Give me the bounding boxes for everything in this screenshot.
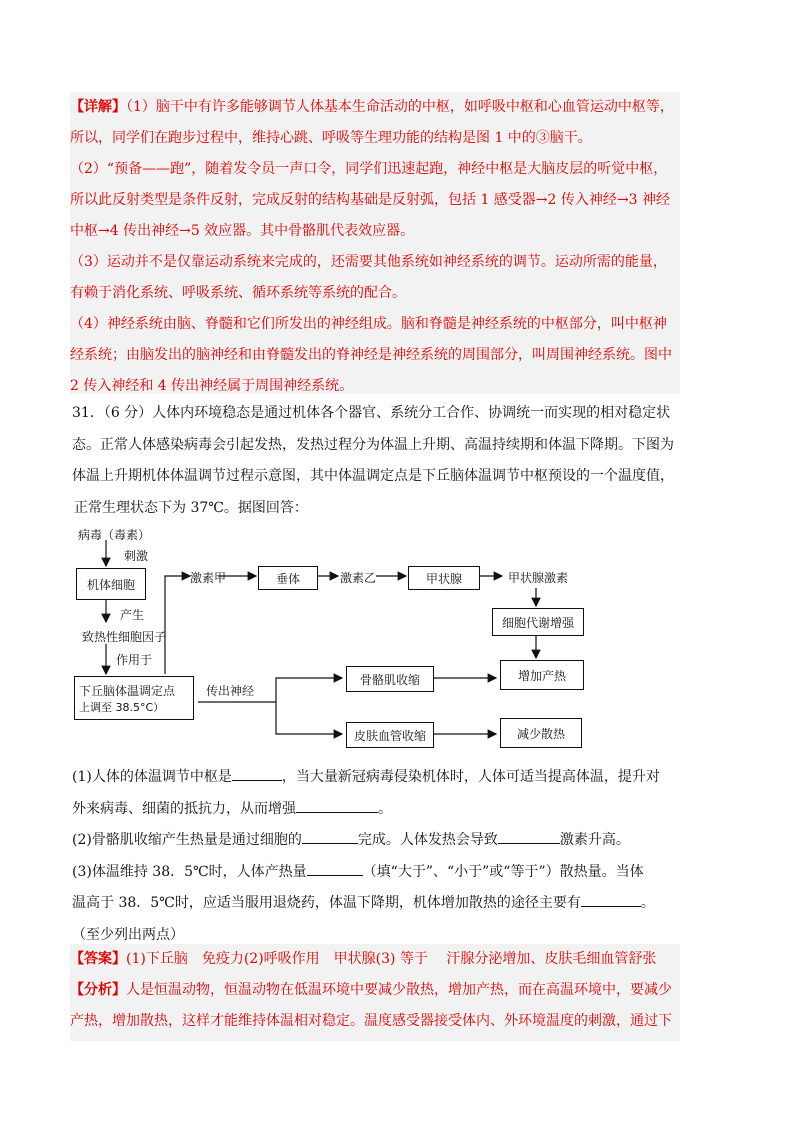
q1-line-2: 外来病毒、细菌的抵抗力，从而增强 。 <box>72 794 682 826</box>
detail-line-6: （3）运动并不是仅靠运动系统来完成的，还需要其他系统如神经系统的调节。运动所需的能量， <box>70 254 667 270</box>
analysis-line-2: 产热，增加散热，这样才能维持体温相对稳定。温度感受器接受体内、外环境温度的刺激，通过下 <box>70 1013 672 1029</box>
answer-blank <box>302 829 358 844</box>
virus-label: 病毒（毒素） <box>78 528 151 542</box>
question-line-2: 态。正常人体感染病毒会引起发热，发热过程分为体温上升期、高温持续期和体温下降期。下图为 <box>72 436 674 453</box>
question-line-4: 正常生理状态下为 37℃。据图回答： <box>74 499 308 516</box>
answer-line: 【答案】(1)下丘脑 免疫力(2)呼吸作用 甲状腺(3) 等于 汗腺分泌增加、皮肤毛细血管舒张 <box>70 951 657 967</box>
answer-section <box>70 944 680 975</box>
detail-line-8: （4）神经系统由脑、脊髓和它们所发出的神经组成。脑和脊髓是神经系统的中枢部分，叫中枢神 <box>70 316 667 332</box>
detail-tag: 【详解】 <box>70 99 126 115</box>
thermoregulation-diagram <box>70 526 690 754</box>
answer-tag: 【答案】 <box>70 951 126 967</box>
detail-line-10: 2 传入神经和 4 传出神经属于周围神经系统。 <box>70 378 354 394</box>
efferent-label: 传出神经 <box>206 684 255 698</box>
detail-line-1: 【详解】（1）脑干中有许多能够调节人体基本生命活动的中枢，如呼吸中枢和心血管运动中枢等， <box>70 99 674 115</box>
q3-line-3: （至少列出两点） <box>72 926 184 943</box>
pyrogen-label: 致热性细胞因子 <box>82 630 167 644</box>
analysis-section <box>70 975 680 1041</box>
increase-heat-box: 增加产热 <box>500 660 584 690</box>
skin-vessel-box: 皮肤血管收缩 <box>346 722 434 748</box>
muscle-box: 骨骼肌收缩 <box>346 666 434 692</box>
reduce-heat-box: 减少散热 <box>500 718 582 748</box>
stimulate-label: 刺激 <box>124 549 149 563</box>
question-line-3: 体温上升期机体体温调节过程示意图，其中体温调定点是下丘脑体温调节中枢预设的一个温度值， <box>72 468 674 484</box>
answer-blank <box>498 829 560 844</box>
sub-questions <box>72 762 682 951</box>
answer-blank <box>581 892 641 907</box>
detail-line-2: 所以，同学们在跑步过程中，维持心跳、呼吸等生理功能的结构是图 1 中的③脑干。 <box>70 130 592 146</box>
metabolism-box: 细胞代谢增强 <box>492 608 584 636</box>
hypothalamus-box <box>74 676 194 720</box>
q3-line-2: 温高于 38．5℃时，应适当服用退烧药，体温下降期，机体增加散热的途径主要有 。 <box>72 888 682 920</box>
q1-line-1: (1)人体的体温调节中枢是 ，当大量新冠病毒侵染机体时，人体可适当提高体温，提升对 <box>72 762 682 794</box>
body-cell-box: 机体细胞 <box>76 568 146 600</box>
detail-line-9: 经系统；由脑发出的脑神经和由脊髓发出的脊神经是神经系统的周围部分，叫周围神经系统。图中 <box>70 347 672 363</box>
produce-label: 产生 <box>120 608 145 622</box>
act-on-label: 作用于 <box>116 653 153 667</box>
question-intro <box>72 398 682 524</box>
q3-line-1: (3)体温维持 38．5℃时，人体产热量 （填“大于”、“小于”或“等于”）散热量。当体 <box>72 857 682 889</box>
hormone-b-label: 激素乙 <box>340 571 377 585</box>
answer-blank <box>307 861 363 876</box>
thyroid-hormone-label: 甲状腺激素 <box>508 571 569 585</box>
analysis-tag: 【分析】 <box>70 982 126 998</box>
detail-line-7: 有赖于消化系统、呼吸系统、循环系统等系统的配合。 <box>70 285 406 301</box>
pituitary-box: 垂体 <box>258 566 318 590</box>
hypothalamus-line-1: 下丘脑体温调定点 <box>79 683 176 698</box>
answer-blank <box>232 766 282 781</box>
q2-line: (2)骨骼肌收缩产生热量是通过细胞的 完成。人体发热会导致 激素升高。 <box>72 825 682 857</box>
detail-line-5: 中枢→4 传出神经→5 效应器。其中骨骼肌代表效应器。 <box>70 223 415 239</box>
detail-line-4: 所以此反射类型是条件反射，完成反射的结构基础是反射弧，包括 1 感受器→2 传入神经→3 神经 <box>70 192 670 208</box>
hypothalamus-line-2: 上调至 38.5°C） <box>79 700 165 714</box>
thyroid-box: 甲状腺 <box>408 566 480 590</box>
detail-section <box>70 92 680 394</box>
detail-line-3: （2）“预备——跑”，随着发令员一声口令，同学们迅速起跑，神经中枢是大脑皮层的听觉中枢， <box>70 161 668 177</box>
analysis-line-1: 【分析】人是恒温动物，恒温动物在低温环境中要减少散热，增加产热，而在高温环境中，要减少 <box>70 982 672 998</box>
hormone-a-label: 激素甲 <box>190 571 227 585</box>
question-line-1: 31．（6 分）人体内环境稳态是通过机体各个器官、系统分工合作、协调统一而实现的相对稳定状 <box>72 405 671 421</box>
answer-blank <box>296 798 378 813</box>
